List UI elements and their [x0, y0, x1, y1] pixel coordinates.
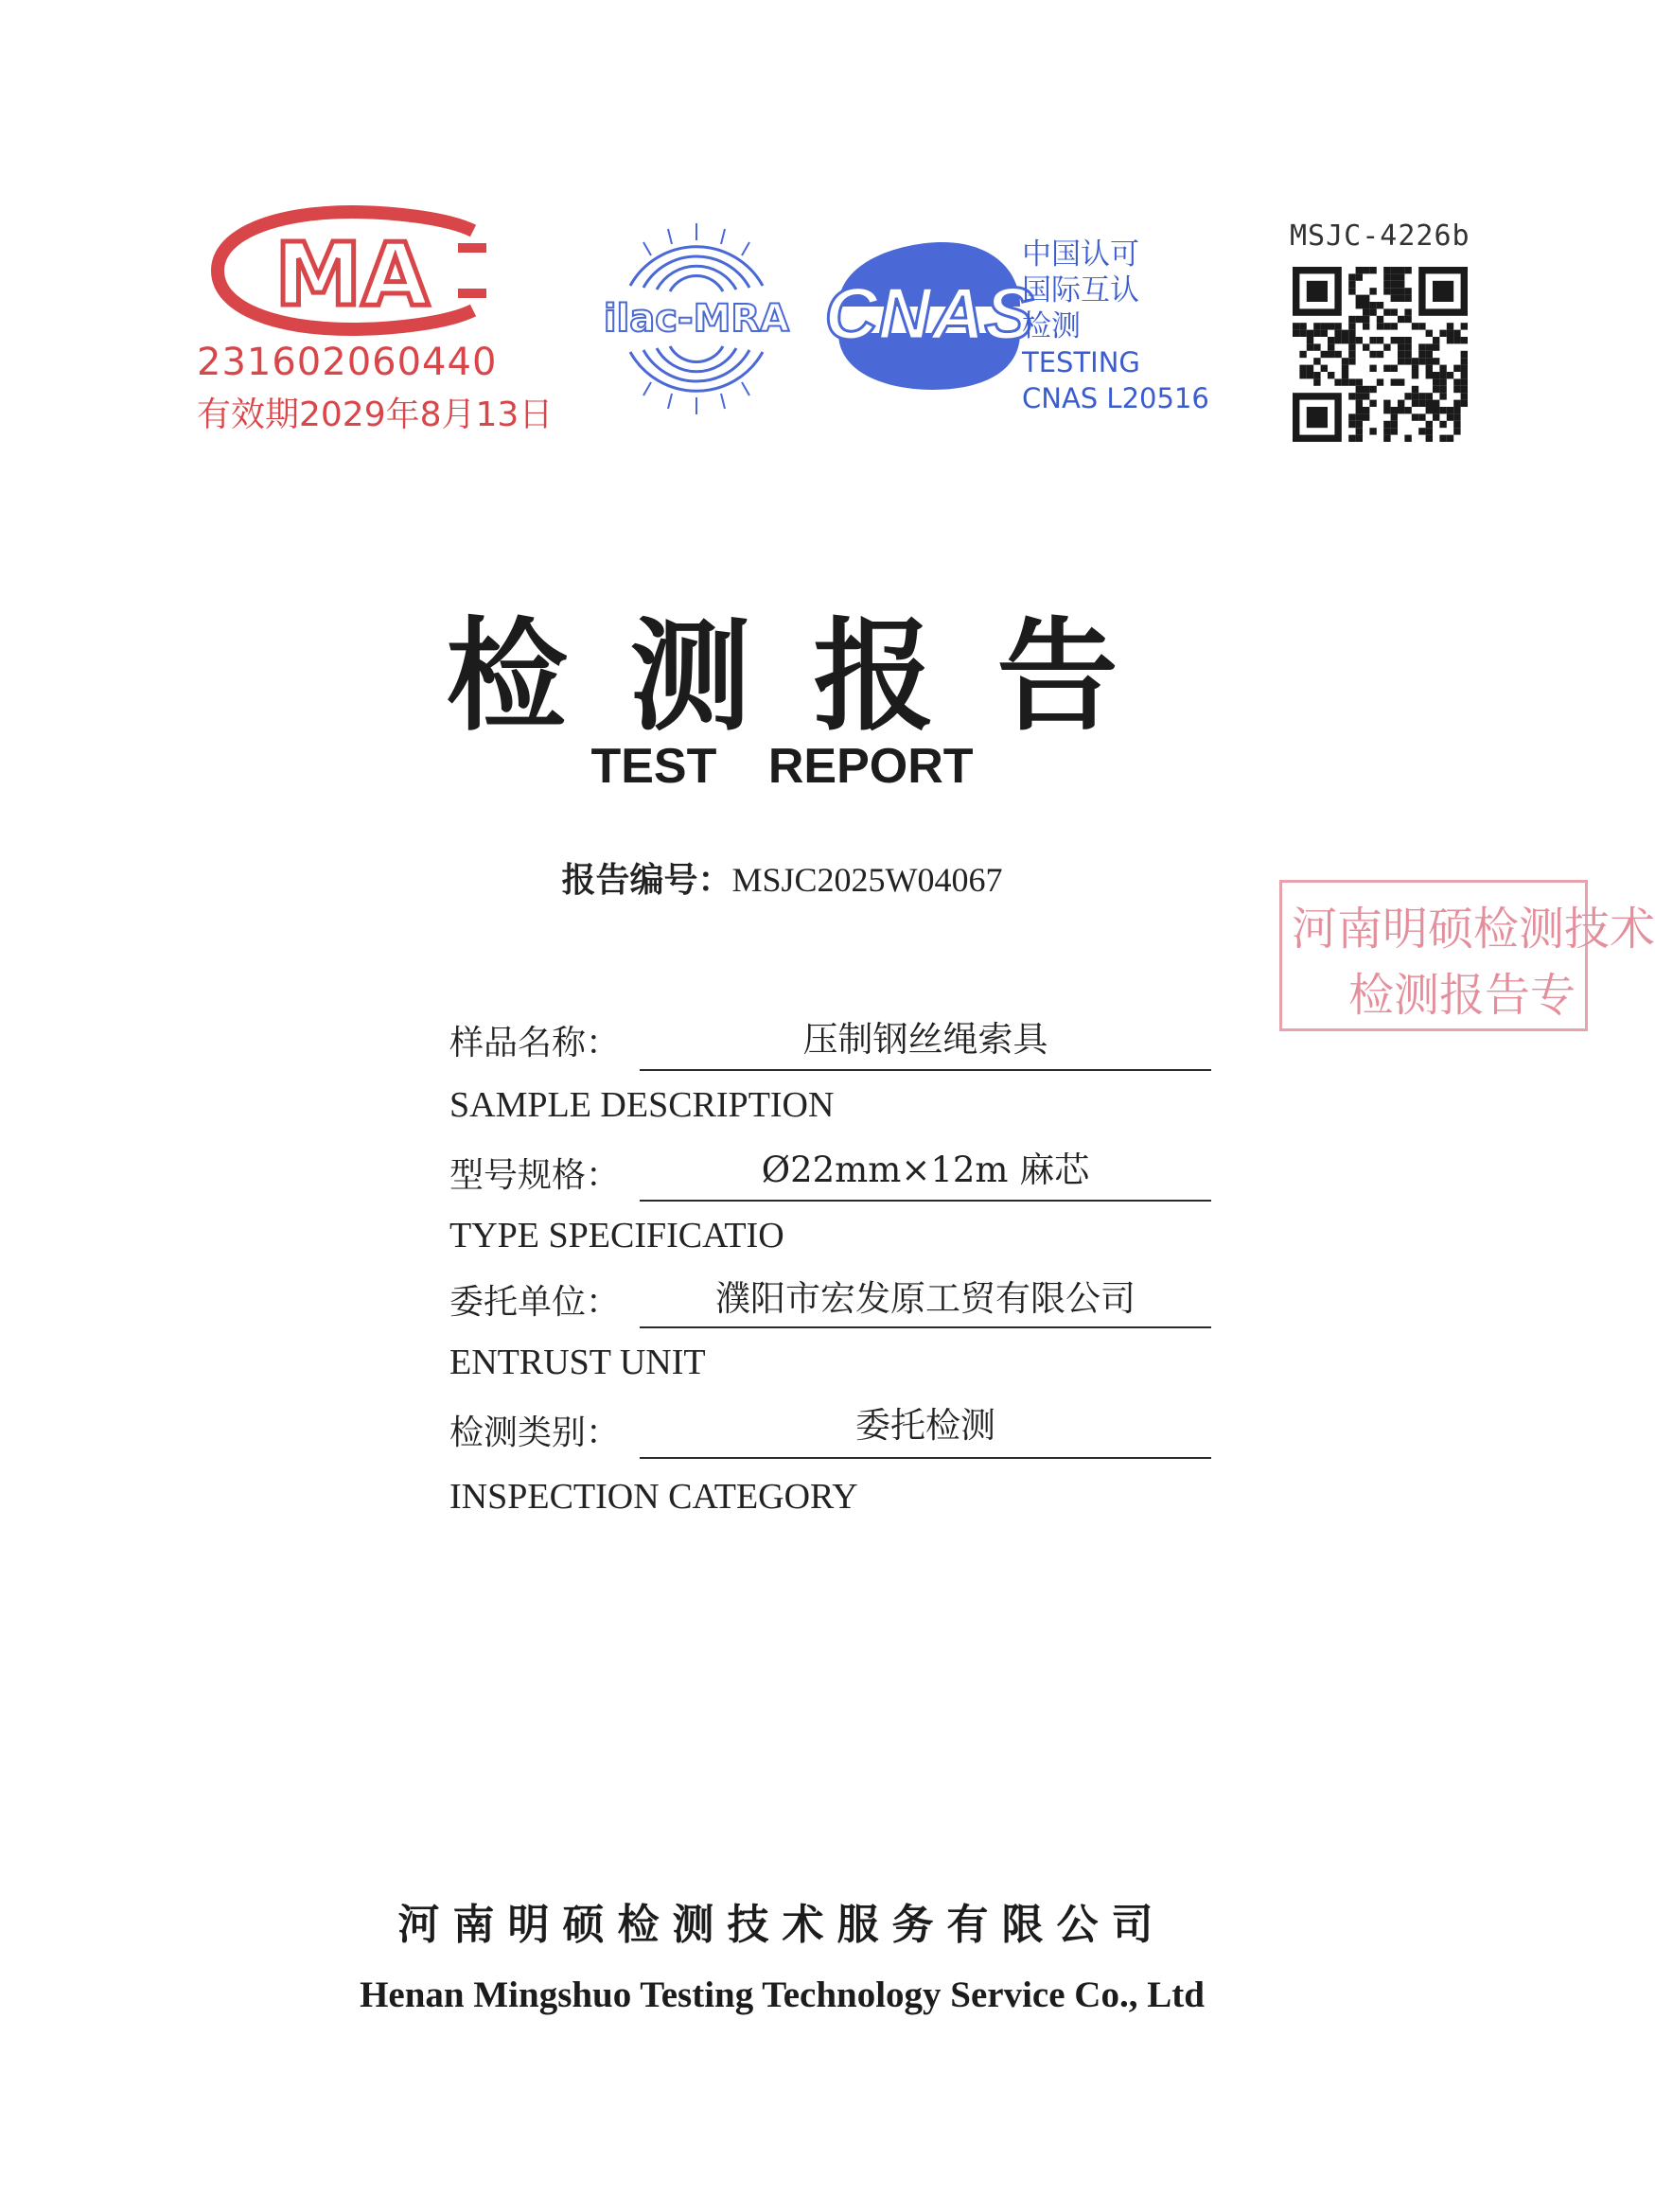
report-code: MSJC-4226b [1290, 219, 1470, 253]
cnas-line-1: 中国认可 [1022, 237, 1139, 272]
qr-code-icon[interactable] [1291, 265, 1469, 445]
cma-logo-icon [210, 210, 494, 333]
cnas-line-3: 检测 [1022, 309, 1081, 343]
sample-name-value: 压制钢丝绳索具 [802, 1019, 1048, 1060]
model-spec-value: Ø22mm×12m 麻芯 [761, 1150, 1090, 1190]
svg-text:MA: MA [274, 224, 430, 325]
cma-validity: 有效期2029年8月13日 [197, 395, 554, 434]
svg-text:ilac-MRA: ilac-MRA [603, 297, 790, 341]
cnas-line-4: TESTING [1022, 346, 1140, 378]
inspection-category-label-en: INSPECTION CATEGORY [449, 1477, 858, 1517]
model-spec-label-en: TYPE SPECIFICATIO [449, 1216, 784, 1255]
entrust-unit-label-en: ENTRUST UNIT [449, 1343, 706, 1382]
cma-cert-number: 231602060440 [197, 341, 498, 384]
company-name-english: Henan Mingshuo Testing Technology Service Co., Ltd [360, 1975, 1205, 2015]
receiving-stamp-line-2: 检测报告专 [1348, 969, 1576, 1022]
model-spec-label: 型号规格： [449, 1156, 621, 1195]
sample-name-label: 样品名称： [449, 1024, 621, 1062]
report-number-value: MSJC2025W04067 [731, 861, 1003, 899]
inspection-category-underline [640, 1457, 1211, 1459]
ilac-mra-logo-icon [602, 219, 791, 418]
receiving-stamp [1279, 880, 1655, 1031]
report-number-label: 报告编号： [561, 861, 732, 900]
entrust-unit-value: 濮阳市宏发原工贸有限公司 [715, 1278, 1136, 1319]
ilac-mra-seal [602, 219, 791, 418]
cnas-line-2: 国际互认 [1022, 273, 1139, 307]
entrust-unit-underline [640, 1326, 1211, 1328]
sample-name-underline [640, 1069, 1211, 1071]
title-english: TEST REPORT [590, 739, 974, 794]
svg-text:CNAS: CNAS [824, 272, 1034, 355]
inspection-category-value: 委托检测 [855, 1405, 995, 1446]
sample-name-label-en: SAMPLE DESCRIPTION [449, 1085, 835, 1125]
cnas-text-block [1022, 237, 1209, 416]
cma-seal [197, 210, 554, 437]
company-name-chinese: 河南明硕检测技术服务有限公司 [397, 1901, 1167, 1949]
cnas-logo-icon [801, 240, 1034, 392]
cnas-line-5: CNAS L20516 [1022, 382, 1209, 414]
inspection-category-label: 检测类别： [449, 1413, 621, 1452]
model-spec-underline [640, 1200, 1211, 1202]
receiving-stamp-line-1: 河南明硕检测技术 [1292, 903, 1655, 956]
title-chinese: 检测报告 [446, 606, 1181, 747]
cnas-seal [801, 240, 1034, 392]
entrust-unit-label: 委托单位： [449, 1283, 621, 1322]
